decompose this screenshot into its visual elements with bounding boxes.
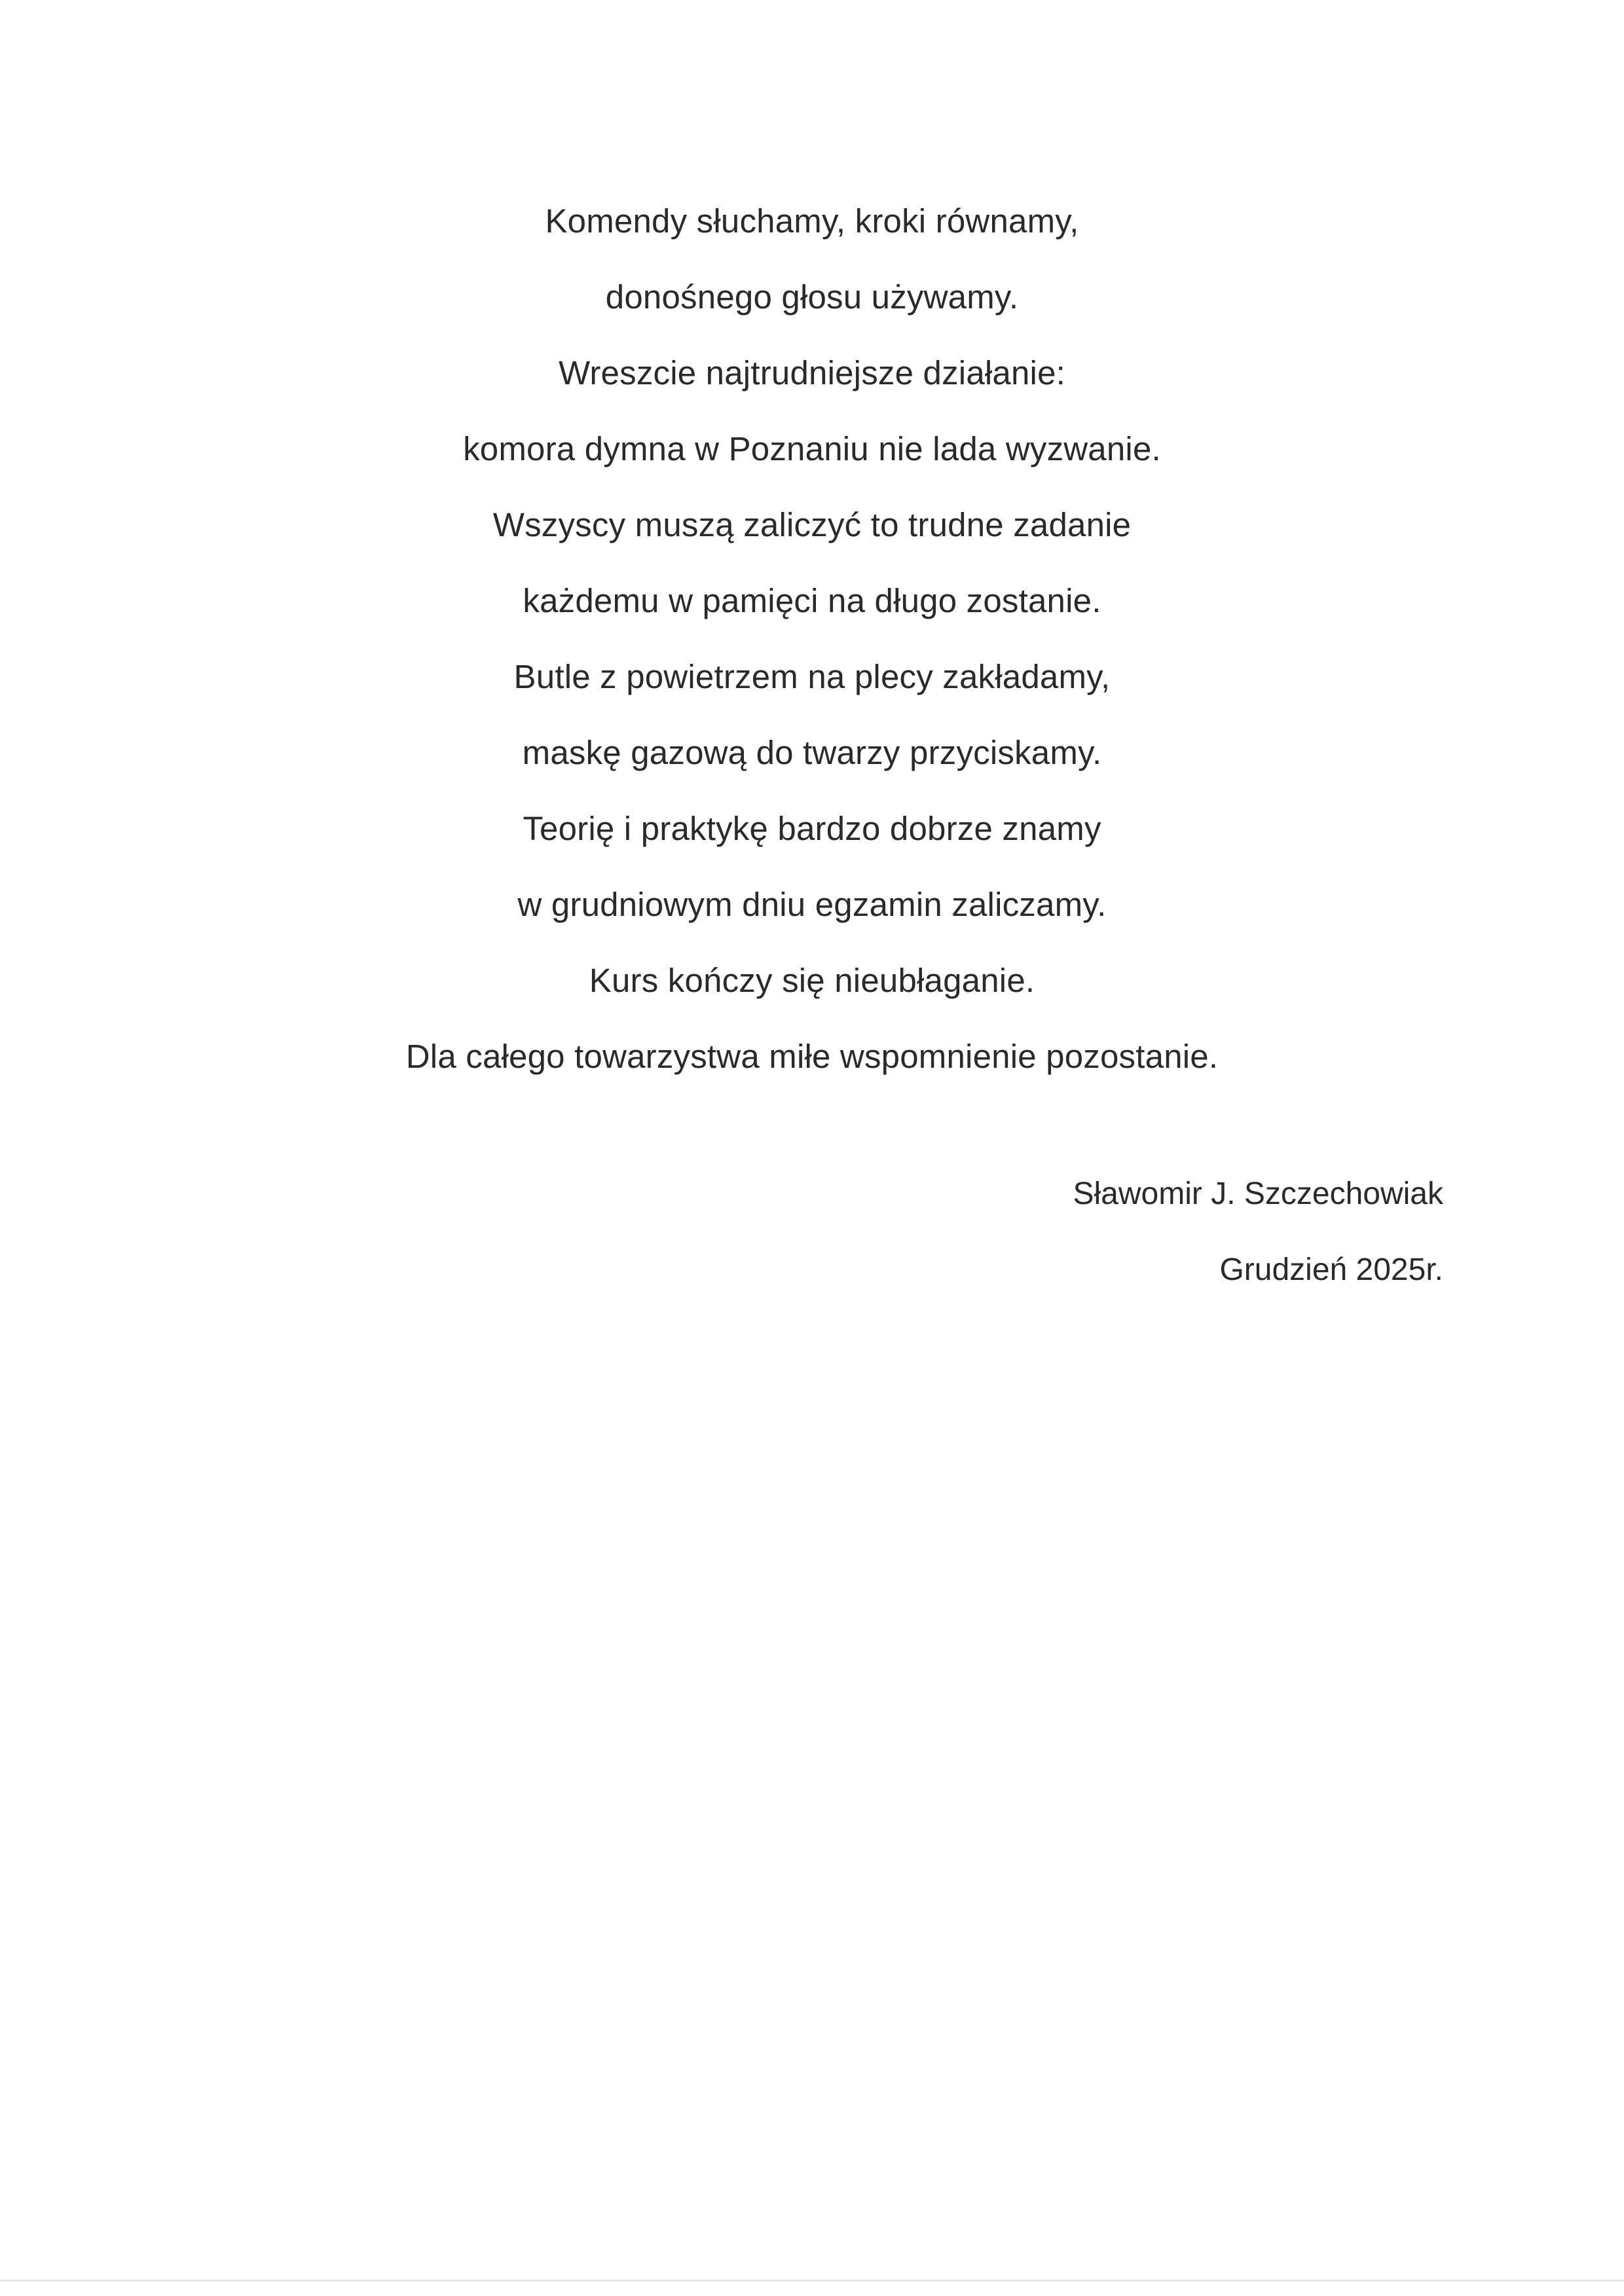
poem-line: donośnego głosu używamy. bbox=[605, 278, 1019, 316]
scan-edge-divider bbox=[0, 2280, 1624, 2282]
poem-line: każdemu w pamięci na długo zostanie. bbox=[523, 582, 1101, 619]
poem-line: w grudniowym dniu egzamin zaliczamy. bbox=[517, 886, 1107, 923]
author-name: Sławomir J. Szczechowiak bbox=[1073, 1176, 1443, 1211]
poem-line: Kurs kończy się nieubłaganie. bbox=[589, 962, 1035, 999]
poem-line: Teorię i praktykę bardzo dobrze znamy bbox=[523, 810, 1101, 847]
signature-block bbox=[1073, 1156, 1444, 1308]
poem-line: maskę gazową do twarzy przyciskamy. bbox=[522, 734, 1102, 771]
poem-line: Wszyscy muszą zaliczyć to trudne zadanie bbox=[492, 506, 1132, 543]
poem-line: Dla całego towarzystwa miłe wspomnienie pozostanie. bbox=[405, 1038, 1219, 1075]
poem-line: Butle z powietrzem na plecy zakładamy, bbox=[513, 658, 1111, 695]
poem-line: Komendy słuchamy, kroki równamy, bbox=[545, 202, 1079, 240]
poem-line: komora dymna w Poznaniu nie lada wyzwanie. bbox=[463, 430, 1161, 467]
poem-line: Wreszcie najtrudniejsze działanie: bbox=[558, 354, 1066, 392]
poem bbox=[157, 183, 1467, 1095]
date: Grudzień 2025r. bbox=[1219, 1252, 1443, 1287]
